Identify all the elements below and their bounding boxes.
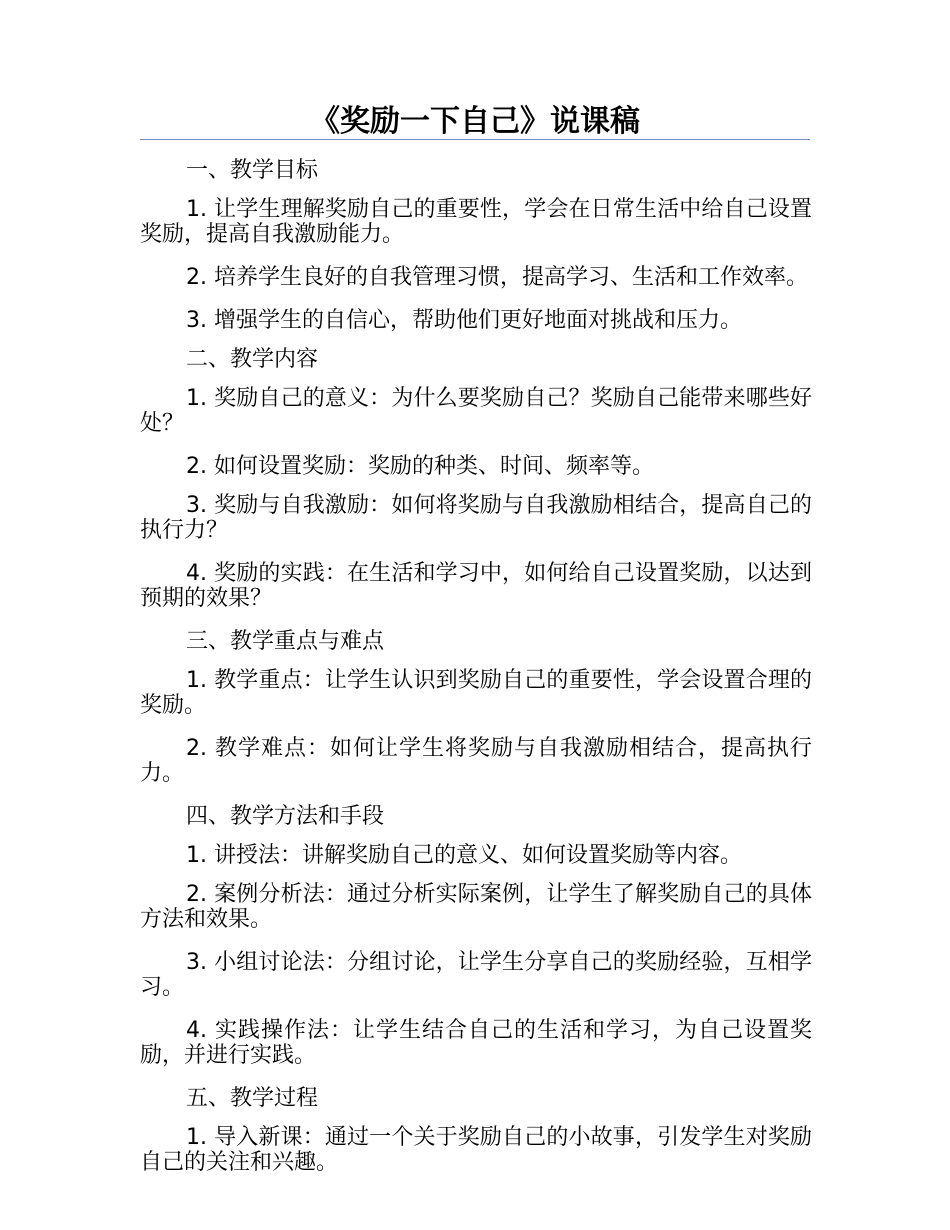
paragraph: 1. 导入新课：通过一个关于奖励自己的小故事，引发学生对奖励自己的关注和兴趣。 bbox=[140, 1125, 812, 1175]
paragraph: 2. 教学难点：如何让学生将奖励与自我激励相结合，提高执行力。 bbox=[140, 736, 812, 786]
paragraph: 4. 实践操作法：让学生结合自己的生活和学习，为自己设置奖励，并进行实践。 bbox=[140, 1018, 812, 1068]
paragraph: 2. 案例分析法：通过分析实际案例，让学生了解奖励自己的具体方法和效果。 bbox=[140, 882, 812, 932]
paragraph: 1. 让学生理解奖励自己的重要性，学会在日常生活中给自己设置奖励，提高自我激励能力。 bbox=[140, 197, 812, 247]
paragraph: 1. 教学重点：让学生认识到奖励自己的重要性，学会设置合理的奖励。 bbox=[140, 668, 812, 718]
paragraph: 1. 奖励自己的意义：为什么要奖励自己？奖励自己能带来哪些好处？ bbox=[140, 386, 812, 436]
section-heading: 五、教学过程 bbox=[186, 1086, 319, 1111]
section-heading: 三、教学重点与难点 bbox=[186, 629, 385, 654]
paragraph: 3. 增强学生的自信心，帮助他们更好地面对挑战和压力。 bbox=[186, 308, 742, 333]
section-heading: 四、教学方法和手段 bbox=[186, 804, 385, 829]
paragraph: 4. 奖励的实践：在生活和学习中，如何给自己设置奖励，以达到预期的效果？ bbox=[140, 561, 812, 611]
paragraph: 3. 小组讨论法：分组讨论，让学生分享自己的奖励经验，互相学习。 bbox=[140, 950, 812, 1000]
paragraph: 2. 如何设置奖励：奖励的种类、时间、频率等。 bbox=[186, 454, 654, 479]
paragraph: 3. 奖励与自我激励：如何将奖励与自我激励相结合，提高自己的执行力？ bbox=[140, 493, 812, 543]
document-title: 《奖励一下自己》说课稿 bbox=[310, 104, 640, 139]
section-heading: 二、教学内容 bbox=[186, 347, 319, 372]
paragraph: 1. 讲授法：讲解奖励自己的意义、如何设置奖励等内容。 bbox=[186, 843, 742, 868]
section-heading: 一、教学目标 bbox=[186, 158, 319, 183]
title-underline bbox=[140, 139, 810, 140]
paragraph: 2. 培养学生良好的自我管理习惯，提高学习、生活和工作效率。 bbox=[186, 265, 808, 290]
document-body bbox=[140, 158, 812, 1193]
